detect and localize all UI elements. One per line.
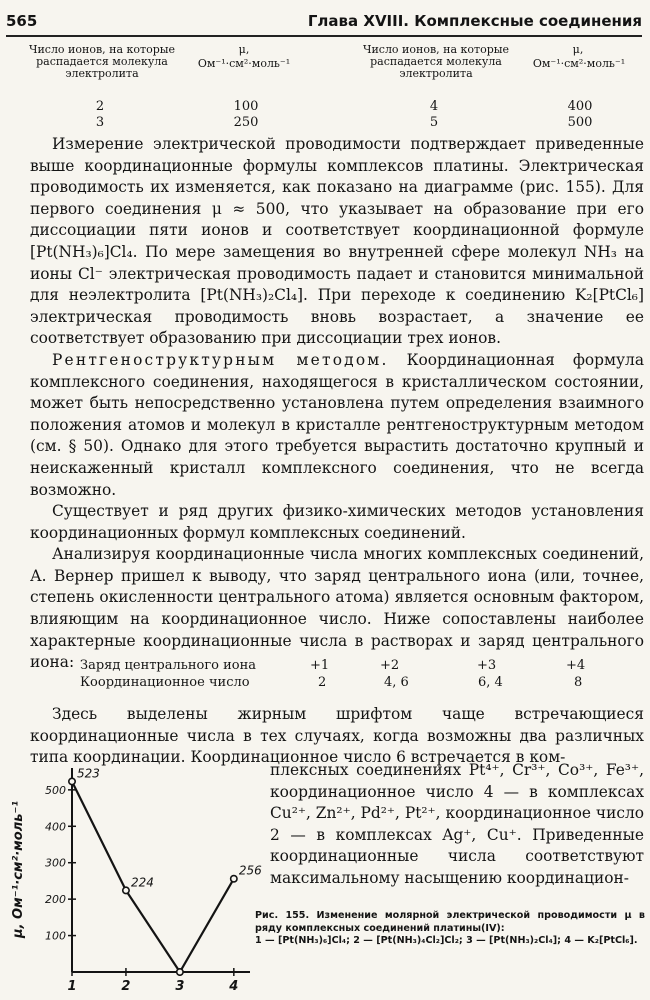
coord-4: 8 — [574, 675, 583, 690]
paragraph-bold-numbers-text: Здесь выделены жирным шрифтом чаще встречающиеся координационные числа в тех случаях, когда возможны два различных типа координации. Координационное число 6 встречается в ком- — [30, 705, 644, 767]
data-label: 256 — [238, 863, 262, 878]
right-ions-1: 4 — [429, 99, 439, 114]
x-tick-label: 1 — [67, 979, 77, 994]
y-axis-label: μ, Ом⁻¹·см²·моль⁻¹ — [11, 800, 26, 938]
paragraph-xray — [30, 350, 644, 501]
coord-row-label: Координационное число — [80, 675, 250, 690]
left-col1-header: Число ионов, на которые распадается молекула электролита — [28, 43, 176, 80]
right-ions-2: 5 — [429, 115, 439, 130]
paragraph-xray-text: Координационная формула комплексного соединения, находящегося в кристаллическом состоянии, может быть непосредственно установлена путем определения взаимного положения атомов и молекул в кристалле рентгеноструктурным методом (см. § 50). Однако для этого требуется вырастить достаточно крупный и неискаженный кристалл комплексного соединения, что не всегда возможно. — [30, 350, 644, 499]
data-label: 224 — [130, 875, 154, 890]
ion-conductivity-table — [0, 44, 650, 134]
right-mu-2: 500 — [567, 115, 593, 130]
data-point — [69, 778, 75, 784]
charge-1: +1 — [310, 658, 330, 673]
caption-legend: 1 — [Pt(NH₃)₆]Cl₄; 2 — [Pt(NH₃)₄Cl₂]Cl₂; 3 — [Pt(NH₃)₂Cl₄]; 4 — K₂[PtCl₆]. — [255, 935, 638, 946]
coord-2: 4, 6 — [384, 675, 409, 690]
right-mu-1: 400 — [567, 99, 593, 114]
left-ions-2: 3 — [95, 115, 105, 130]
paragraph-conductivity: Измерение электрической проводимости подтверждает приведенные выше координационные формулы комплексов платины. Электрическая проводимость их изменяется, как показано на диаграмме (рис. 155). Для первого соединения μ ≈ 500, что указывает на образование при его диссоциации пяти ионов и соответствует координационной формуле [Pt(NH₃)₆]Cl₄. По мере замещения во внутренней сфере молекул NH₃ на ионы Cl⁻ электрическая проводимость падает и становится минимальной для неэлектролита [Pt(NH₃)₂Cl₄]. При переходе к соединению K₂[PtCl₆] электрическая проводимость вновь возрастает, а значение ее соответствует образованию при диссоциации трех ионов. — [30, 135, 644, 348]
right-mu-label: μ, — [572, 43, 584, 56]
conductivity-chart — [0, 760, 262, 1000]
right-units: Ом⁻¹·см²·моль⁻¹ — [532, 57, 626, 70]
y-tick-label: 300 — [45, 856, 66, 870]
y-tick-label: 200 — [45, 893, 66, 907]
charge-row-label: Заряд центрального иона — [80, 658, 256, 673]
y-tick-label: 400 — [45, 820, 66, 834]
paragraph-wrapped: плексных соединениях Pt⁴⁺, Cr³⁺, Co³⁺, Fe³⁺, координационное число 4 — в комплексах Cu²⁺, Zn²⁺, Pd²⁺, Pt²⁺, координационное число 2 — в комплексах Ag⁺, Cu⁺. Приведенные координационные числа соответствуют максимальному насыщению координацион- — [270, 761, 644, 887]
y-tick-label: 100 — [45, 929, 66, 943]
charge-3: +3 — [477, 658, 497, 673]
plot-area — [45, 766, 262, 994]
figure-caption — [255, 910, 645, 948]
paragraph-werner: Анализируя координационные числа многих комплексных соединений, А. Вернер пришел к выводу, что заряд центрального иона (или, точнее, степень окисленности центрального атома) является основным фактором, влияющим на координационное число. Ниже сопоставлены наиболее характерные координационные числа в растворах и заряд центрального иона: — [30, 545, 644, 672]
data-point — [231, 876, 237, 882]
charge-2: +2 — [380, 658, 400, 673]
data-point — [123, 887, 129, 893]
method-heading: Рентгеноструктурным методом. — [52, 350, 389, 369]
right-col1-header: Число ионов, на которые распадается молекула электролита — [362, 43, 510, 80]
header-rule — [6, 35, 642, 37]
caption-title: Рис. 155. Изменение молярной электрической проводимости μ в ряду комплексных соединений платины(IV): — [255, 910, 645, 934]
x-tick-label: 4 — [229, 979, 239, 994]
left-mu-2: 250 — [233, 115, 259, 130]
coord-1: 2 — [318, 675, 327, 690]
x-tick-label: 2 — [121, 979, 131, 994]
page-header — [6, 8, 642, 38]
body-text — [30, 134, 644, 674]
data-label: 523 — [77, 766, 100, 781]
left-units: Ом⁻¹·см²·моль⁻¹ — [197, 57, 291, 70]
charge-vs-coordination-table — [80, 658, 600, 692]
y-tick-label: 500 — [45, 783, 66, 797]
coord-3: 6, 4 — [478, 675, 503, 690]
charge-4: +4 — [566, 658, 586, 673]
left-mu-label: μ, — [238, 43, 250, 56]
chapter-title: Глава XVIII. Комплексные соединения — [307, 12, 642, 30]
x-tick-label: 3 — [175, 979, 185, 994]
left-ions-1: 2 — [95, 99, 105, 114]
left-mu-1: 100 — [233, 99, 259, 114]
paragraph-other-methods: Существует и ряд других физико-химических методов установления координационных формул комплексных соединений. — [30, 502, 644, 542]
page-number: 565 — [6, 12, 38, 30]
data-point — [177, 969, 183, 975]
